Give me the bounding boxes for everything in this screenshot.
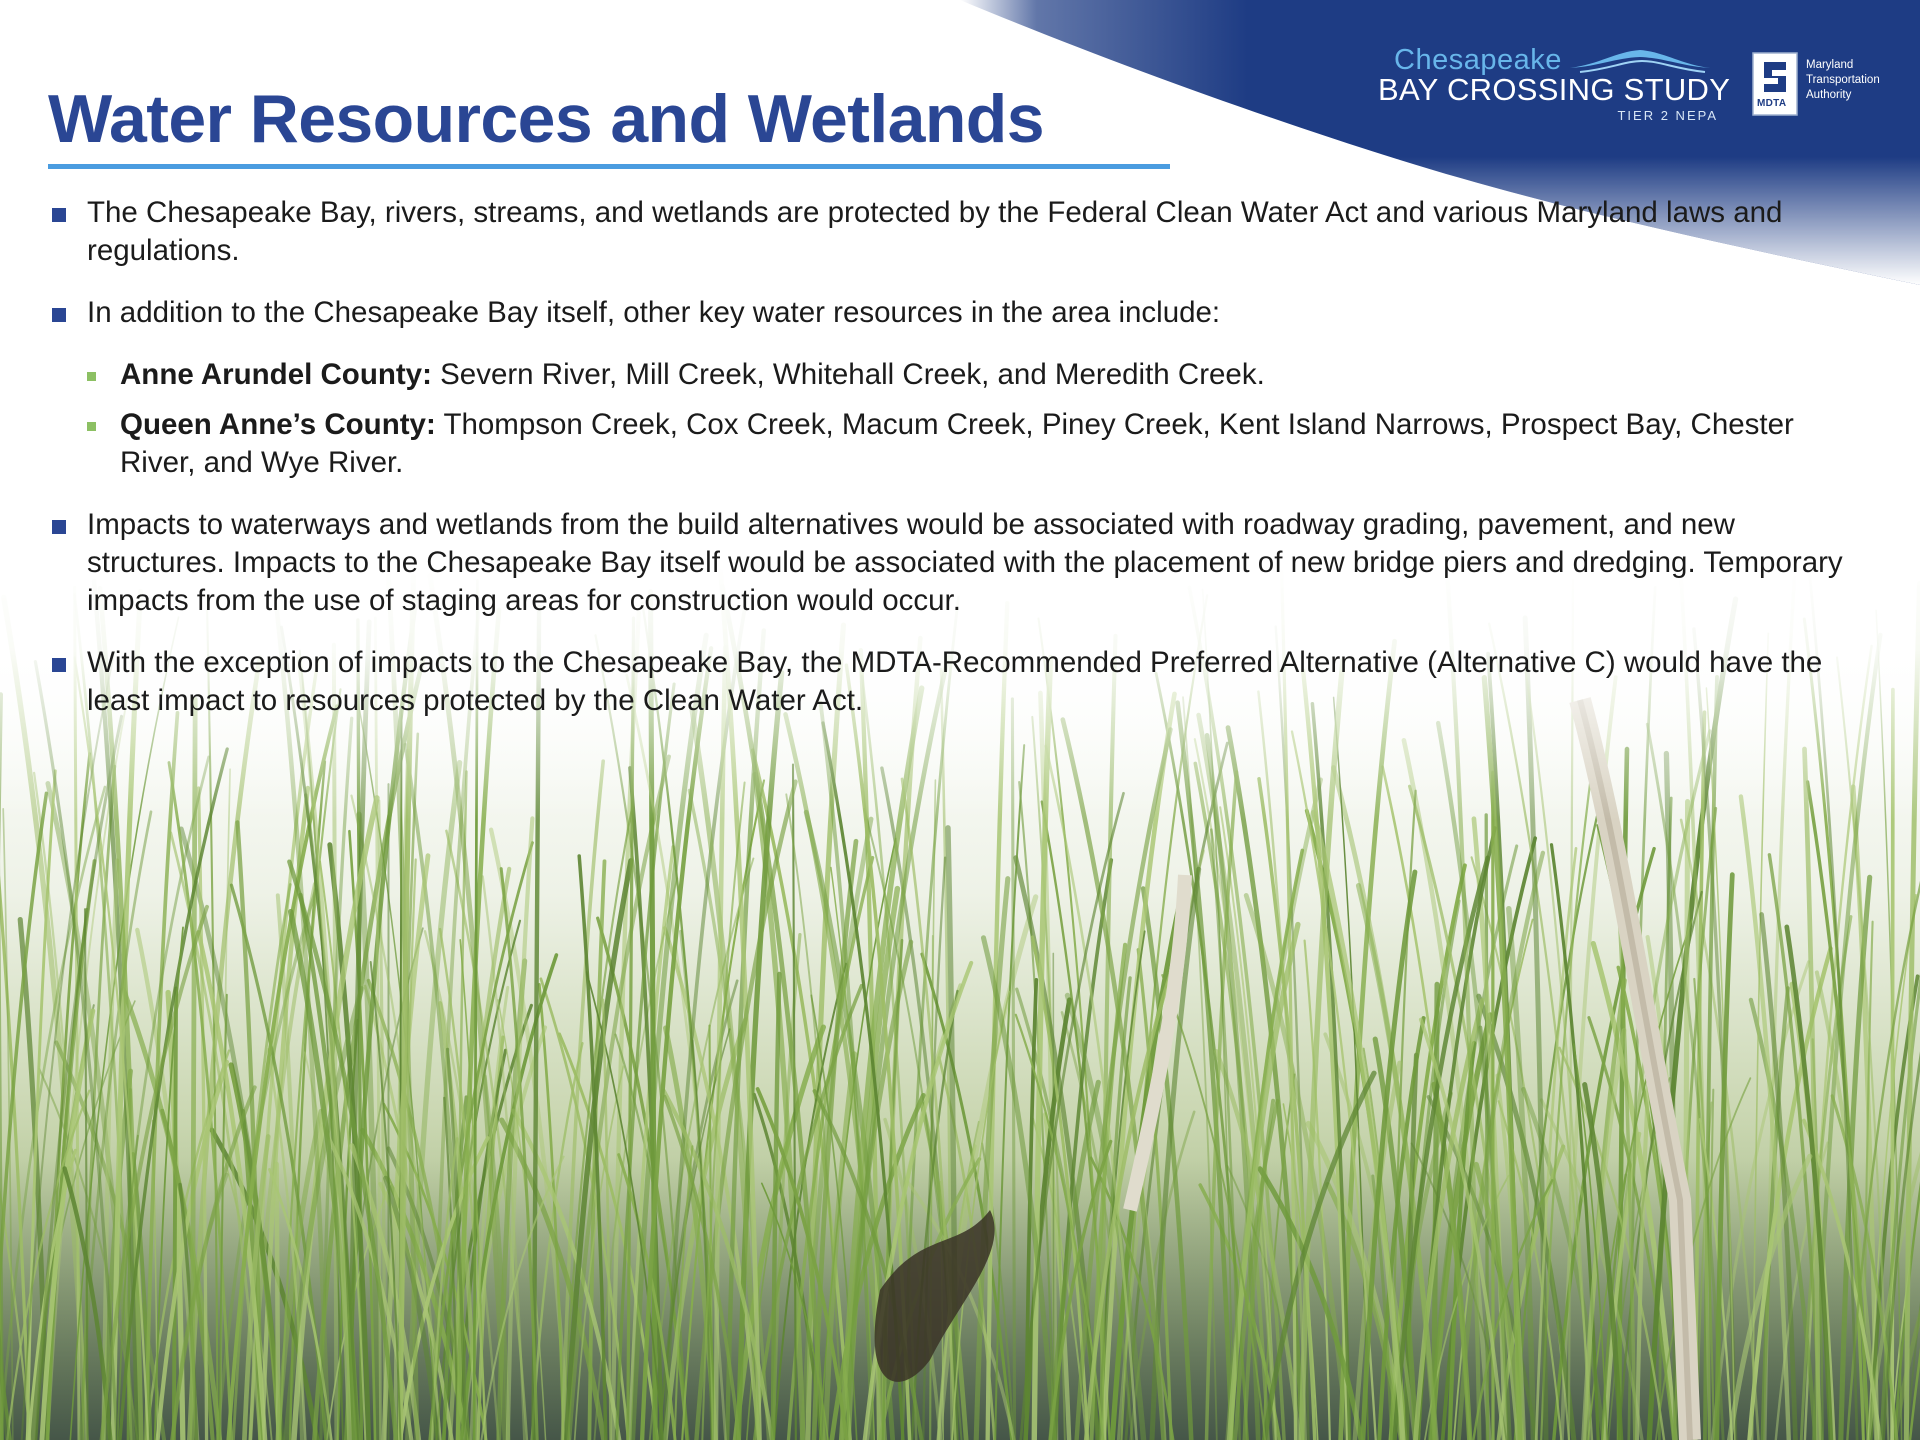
county-waters: Thompson Creek, Cox Creek, Macum Creek, Piney Creek, Kent Island Narrows, Prospect Bay, Chester River, and Wye River. bbox=[120, 408, 1794, 479]
logo-main-text: BAY CROSSING STUDY bbox=[1378, 72, 1731, 107]
title-underline bbox=[48, 164, 1170, 169]
mdta-logo bbox=[1752, 52, 1902, 118]
content-body bbox=[52, 194, 1874, 744]
agency-name-line: Transportation bbox=[1806, 74, 1880, 86]
bullet-item: The Chesapeake Bay, rivers, streams, and wetlands are protected by the Federal Clean Water Act and various Maryland laws and regulations. bbox=[52, 194, 1874, 270]
logo-sub-text: TIER 2 NEPA bbox=[1617, 108, 1718, 123]
bullet-item: Impacts to waterways and wetlands from the build alternatives would be associated with roadway grading, pavement, and new structures. Impacts to the Chesapeake Bay itself would be associated with the placement of new bridge piers and dredging. Temporary impacts from the use of staging areas for construction would occur. bbox=[52, 506, 1874, 620]
agency-name bbox=[1806, 58, 1906, 103]
county-label: Queen Anne’s County: bbox=[120, 408, 436, 441]
reed-blade bbox=[277, 1164, 279, 1440]
county-label: Anne Arundel County: bbox=[120, 358, 432, 391]
logo-top-text: Chesapeake bbox=[1394, 44, 1562, 76]
reed-blade bbox=[174, 989, 176, 1440]
page-title: Water Resources and Wetlands bbox=[48, 81, 1044, 157]
bay-crossing-study-logo bbox=[1378, 44, 1731, 124]
agency-name-line: Maryland bbox=[1806, 59, 1854, 71]
sub-bullet-item bbox=[87, 406, 1874, 482]
mdta-badge-text: MDTA bbox=[1757, 98, 1787, 109]
sub-bullet-list bbox=[52, 356, 1874, 482]
bullet-item: With the exception of impacts to the Chesapeake Bay, the MDTA-Recommended Preferred Alternative (Alternative C) would have the least impact to resources protected by the Clean Water Act. bbox=[52, 644, 1874, 720]
bridge-wave-icon bbox=[1570, 48, 1710, 74]
bullet-item: In addition to the Chesapeake Bay itself, other key water resources in the area include: bbox=[52, 294, 1874, 332]
sub-bullet-item bbox=[87, 356, 1874, 394]
county-waters: Severn River, Mill Creek, Whitehall Creek, and Meredith Creek. bbox=[431, 358, 1265, 391]
agency-name-line: Authority bbox=[1806, 89, 1852, 101]
